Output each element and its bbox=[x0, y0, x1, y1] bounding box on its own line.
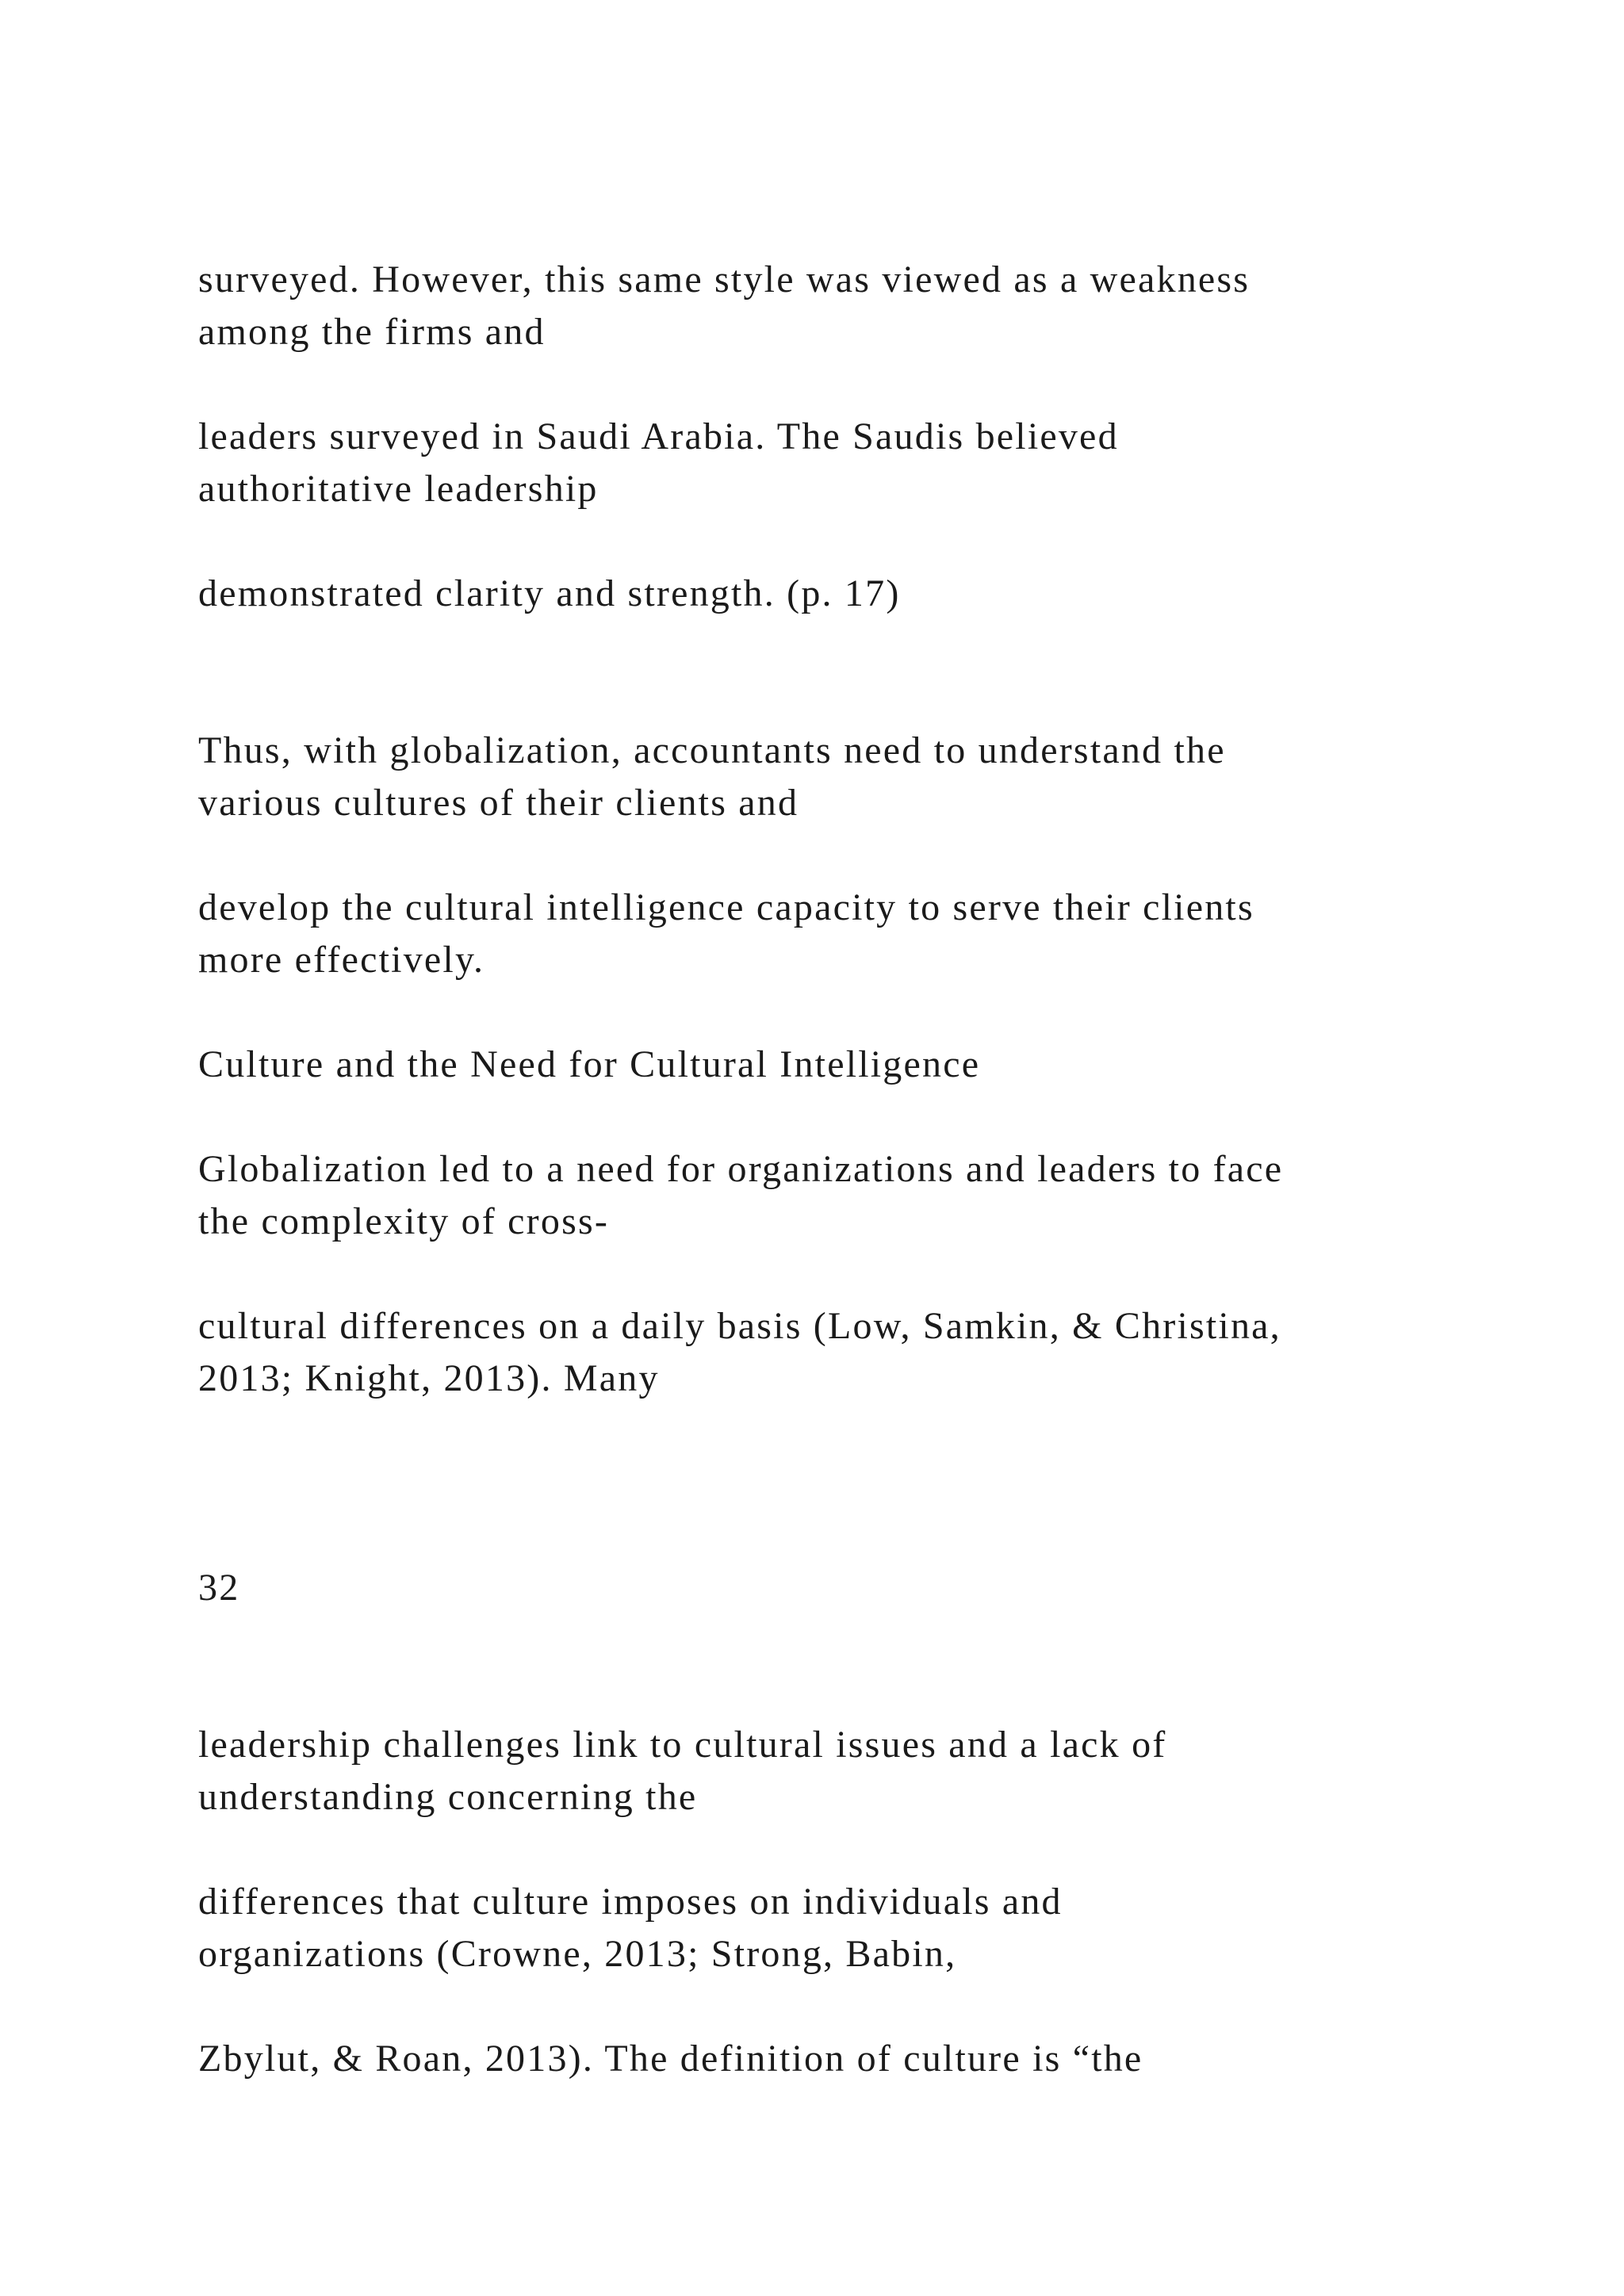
text-line: among the firms and bbox=[198, 311, 546, 353]
text-line: the complexity of cross- bbox=[198, 1200, 610, 1242]
text-line: Globalization led to a need for organizations and leaders to face bbox=[198, 1148, 1284, 1190]
text-line: surveyed. However, this same style was viewed as a weakness bbox=[198, 258, 1251, 300]
text-line: differences that culture imposes on individuals and bbox=[198, 1881, 1063, 1923]
text-line: authoritative leadership bbox=[198, 468, 599, 510]
text-line: 2013; Knight, 2013). Many bbox=[198, 1357, 660, 1399]
section-heading: Culture and the Need for Cultural Intelligence bbox=[198, 1043, 981, 1085]
text-line: cultural differences on a daily basis (Low, Samkin, & Christina, bbox=[198, 1305, 1281, 1347]
text-line: more effectively. bbox=[198, 939, 485, 981]
text-line: leaders surveyed in Saudi Arabia. The Saudis believed bbox=[198, 415, 1119, 457]
text-line: demonstrated clarity and strength. (p. 17) bbox=[198, 572, 901, 614]
text-line: Zbylut, & Roan, 2013). The definition of culture is “the bbox=[198, 2038, 1143, 2080]
text-line: leadership challenges link to cultural issues and a lack of bbox=[198, 1724, 1167, 1766]
text-line: organizations (Crowne, 2013; Strong, Babin, bbox=[198, 1933, 957, 1975]
text-line: understanding concerning the bbox=[198, 1776, 698, 1818]
text-line: Thus, with globalization, accountants need to understand the bbox=[198, 729, 1226, 771]
page-number: 32 bbox=[198, 1567, 240, 1609]
text-line: develop the cultural intelligence capacity to serve their clients bbox=[198, 886, 1254, 928]
text-line: various cultures of their clients and bbox=[198, 782, 799, 824]
